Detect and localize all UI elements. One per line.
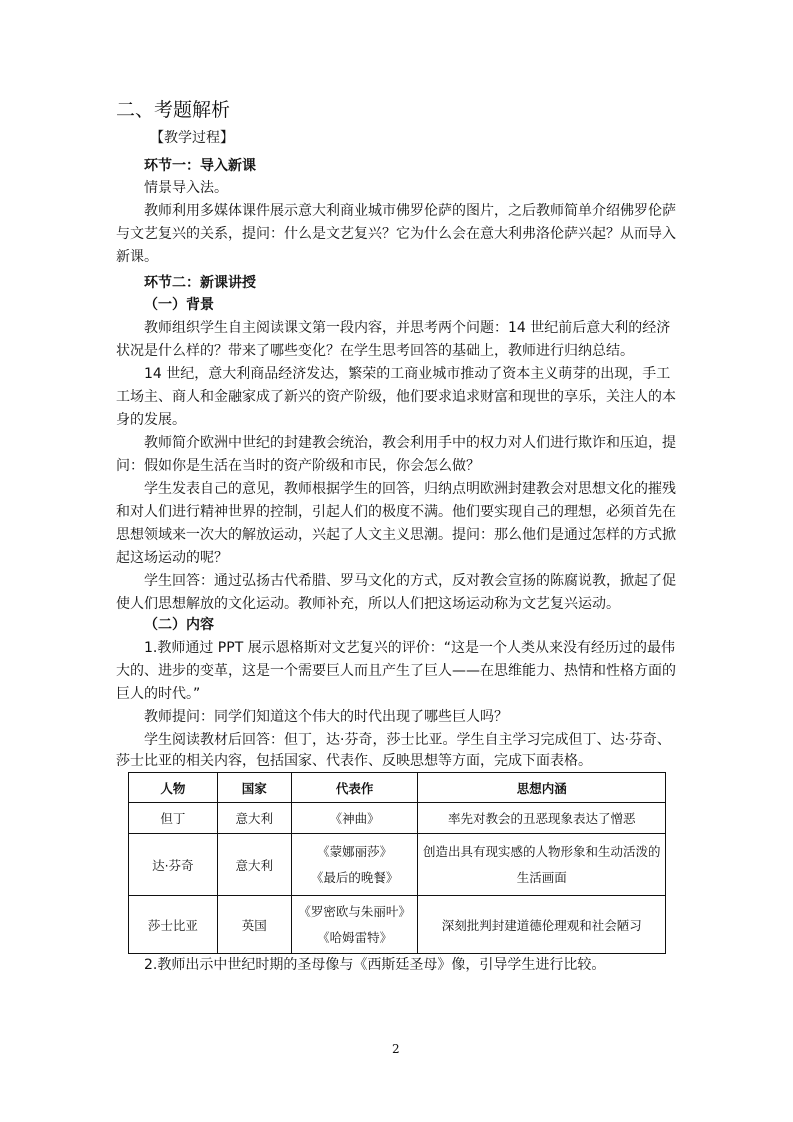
table-cell-works: 《神曲》 <box>291 803 418 834</box>
page-number: 2 <box>392 1042 400 1056</box>
idea-line: 创造出具有现实感的人物形象和生动活泼的 <box>422 843 661 859</box>
paragraph-line: 教师组织学生自主阅读课文第一段内容，并思考两个问题：14 世纪前后意大利的经济 <box>144 320 671 336</box>
table-header-cell: 国家 <box>217 773 291 803</box>
step1-title: 环节一：导入新课 <box>144 158 256 174</box>
table-cell-idea: 率先对教会的丑恶现象表达了憎恶 <box>418 803 666 834</box>
step1-method: 情景导入法。 <box>144 180 228 196</box>
paragraph-line: 学生阅读教材后回答：但丁，达·芬奇，莎士比亚。学生自主学习完成但丁、达·芬奇、 <box>144 732 671 748</box>
table-row <box>129 803 666 834</box>
table-header-cell: 人物 <box>129 773 218 803</box>
table-row <box>129 896 666 954</box>
step1-text-line: 新课。 <box>116 249 158 265</box>
table-cell-works <box>291 896 418 954</box>
table-header-row <box>129 773 666 803</box>
table-cell-country: 英国 <box>217 896 291 954</box>
step1-text-line: 教师利用多媒体课件展示意大利商业城市佛罗伦萨的图片，之后教师简单介绍佛罗伦萨 <box>144 203 676 219</box>
background-subtitle: （一）背景 <box>144 297 214 313</box>
giants-table <box>128 772 666 954</box>
paragraph-line: 身的发展。 <box>116 412 186 428</box>
content-subtitle: （二）内容 <box>144 617 214 633</box>
paragraph-line: 起这场运动的呢？ <box>116 550 228 566</box>
work-title: 《哈姆雷特》 <box>317 929 393 945</box>
paragraph-line: 思想领域来一次大的解放运动，兴起了人文主义思潮。提问：那么他们是通过怎样的方式掀 <box>116 527 676 543</box>
step2-title: 环节二：新课讲授 <box>144 275 256 291</box>
paragraph-line: 教师提问：同学们知道这个伟大的时代出现了哪些巨人吗？ <box>144 709 508 725</box>
step1-text-line: 与文艺复兴的关系，提问：什么是文艺复兴？它为什么会在意大利弗洛伦萨兴起？从而导入 <box>116 226 676 242</box>
work-title: 《罗密欧与朱丽叶》 <box>298 903 411 919</box>
table-cell-person: 莎士比亚 <box>129 896 218 954</box>
idea-line: 生活画面 <box>516 869 567 885</box>
paragraph-line: 工场主、商人和金融家成了新兴的资产阶级，他们要求追求财富和现世的享乐，关注人的本 <box>116 389 676 405</box>
table-cell-person: 但丁 <box>129 803 218 834</box>
teaching-process-label: 【教学过程】 <box>150 130 234 146</box>
paragraph-line: 状况是什么样的？带来了哪些变化？在学生思考回答的基础上，教师进行归纳总结。 <box>116 343 634 359</box>
paragraph-line: 使人们思想解放的文化运动。教师补充，所以人们把这场运动称为文艺复兴运动。 <box>116 596 620 612</box>
paragraph-line: 1.教师通过 PPT 展示恩格斯对文艺复兴的评价：“这是一个人类从来没有经历过的最伟 <box>144 640 675 656</box>
table-header-cell: 代表作 <box>291 773 418 803</box>
paragraph-line: 巨人的时代。” <box>116 686 201 702</box>
work-title: 《最后的晚餐》 <box>310 869 399 885</box>
paragraph-line: 2.教师出示中世纪时期的圣母像与《西斯廷圣母》像，引导学生进行比较。 <box>144 957 606 973</box>
table-cell-person: 达·芬奇 <box>129 834 218 896</box>
section-heading: 二、考题解析 <box>116 99 231 121</box>
paragraph-line: 问：假如你是生活在当时的资产阶级和市民，你会怎么做？ <box>116 458 480 474</box>
table-cell-country: 意大利 <box>217 803 291 834</box>
table-cell-works <box>291 834 418 896</box>
table-cell-country: 意大利 <box>217 834 291 896</box>
table-cell-idea <box>418 834 666 896</box>
table-cell-idea: 深刻批判封建道德伦理观和社会陋习 <box>418 896 666 954</box>
table-row <box>129 834 666 896</box>
paragraph-line: 教师简介欧洲中世纪的封建教会统治，教会利用手中的权力对人们进行欺诈和压迫，提 <box>144 435 676 451</box>
paragraph-line: 学生发表自己的意见，教师根据学生的回答，归纳点明欧洲封建教会对思想文化的摧残 <box>144 481 676 497</box>
paragraph-line: 14 世纪，意大利商品经济发达，繁荣的工商业城市推动了资本主义萌芽的出现，手工 <box>144 366 671 382</box>
paragraph-line: 和对人们进行精神世界的控制，引起人们的极度不满。他们要实现自己的理想，必须首先在 <box>116 504 676 520</box>
work-title: 《蒙娜丽莎》 <box>317 843 393 859</box>
paragraph-line: 莎士比亚的相关内容，包括国家、代表作、反映思想等方面，完成下面表格。 <box>116 753 592 769</box>
paragraph-line: 学生回答：通过弘扬古代希腊、罗马文化的方式，反对教会宣扬的陈腐说教，掀起了促 <box>144 573 676 589</box>
table-header-cell: 思想内涵 <box>418 773 666 803</box>
paragraph-line: 大的、进步的变革，这是一个需要巨人而且产生了巨人——在思维能力、热情和性格方面的 <box>116 663 676 679</box>
